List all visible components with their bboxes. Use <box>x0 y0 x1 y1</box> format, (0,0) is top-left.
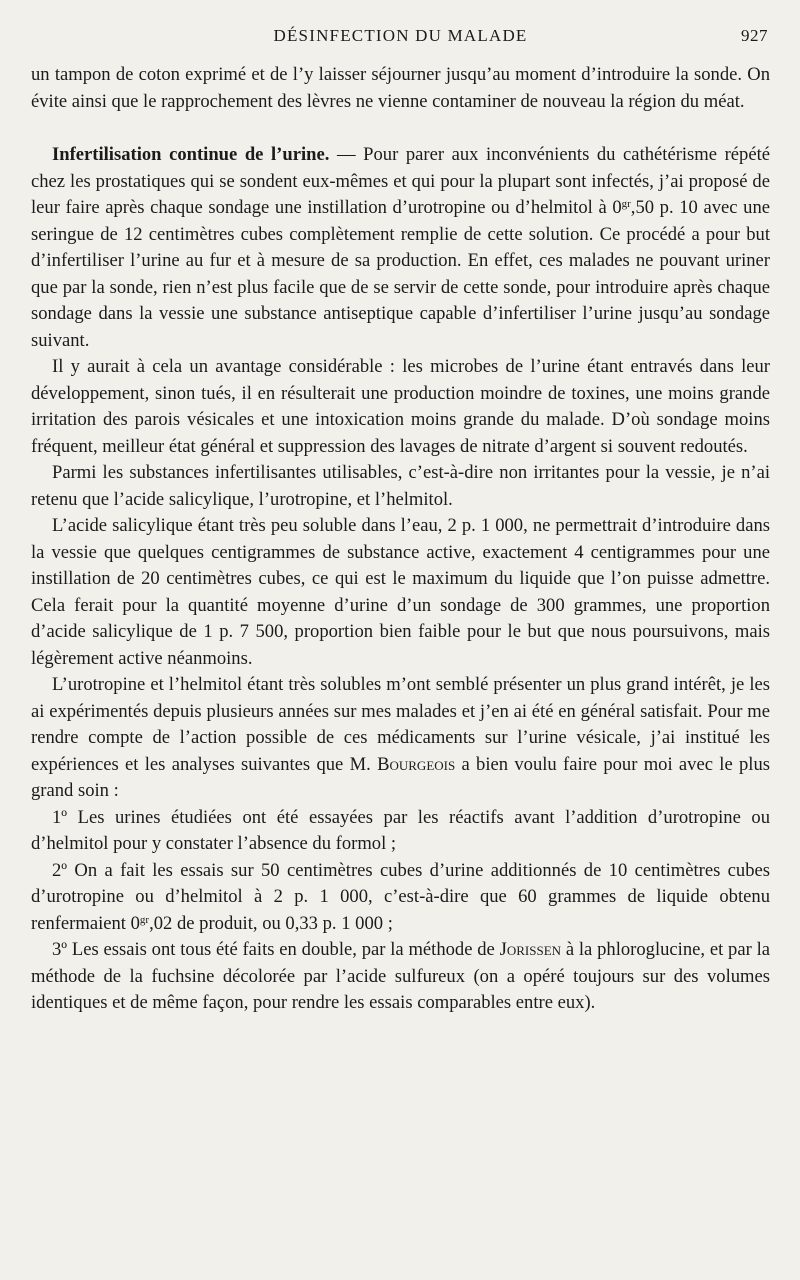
paragraph-text: ,02 de produit, ou 0,33 p. 1 000 ; <box>149 912 393 934</box>
list-item-1: 1º Les urines étudiées ont été essayées par les réactifs avant l’addition d’urotropine ou d’helmitol pour y constater l’absence du formol ; <box>31 806 770 854</box>
page-number: 927 <box>741 26 768 45</box>
paragraph-continuation: un tampon de coton exprimé et de l’y laisser séjourner jusqu’au moment d’introduire la sonde. On évite ainsi que le rapprochement des lèvres ne vienne contaminer de nouveau la région du méat. <box>31 64 770 112</box>
author-name: Jorissen <box>499 939 562 960</box>
paragraph-text: 2º On a fait les essais sur 50 centimètres cubes d’urine additionnés de 10 centimètres cubes d’urotropine ou d’helmitol à 2 p. 1 000, c’est-à-dire que 60 grammes de liquide obtenu renfermaient 0 <box>31 859 770 934</box>
author-name: Bourgeois <box>377 753 456 775</box>
paragraph-text: a bien voulu faire pour moi avec le plus grand soin : <box>31 753 770 801</box>
page-header <box>31 26 770 52</box>
paragraph-infertilisation <box>31 142 770 354</box>
paragraph-urotropine <box>31 672 770 805</box>
list-item-2 <box>31 858 770 938</box>
section-title: Infertilisation continue de l’urine. <box>52 144 330 165</box>
paragraph-text: ,50 p. 10 avec une seringue de 12 centimètres cubes complètement remplie de cette solution. Ce procédé a pour but d’infertiliser l’urine au fur et à mesure de sa production. En effet, ces malades ne pouvant uriner que par la sonde, rien n’est plus facile que de se servir de cette sonde, pour introduire après chaque sondage dans la vessie une substance antiseptique capable d’infertiliser l’urine jusqu’au sondage suivant. <box>31 197 770 351</box>
unit-superscript: gr <box>139 913 150 926</box>
paragraph-text: — Pour parer aux inconvénients du cathétérisme répété chez les prostatiques qui se sondent eux-mêmes et qui pour la plupart sont infectés, j’ai proposé de leur faire après chaque sondage une instillation d’urotropine ou d’helmitol à 0 <box>31 144 770 218</box>
running-title: DÉSINFECTION DU MALADE <box>273 26 528 45</box>
paragraph-acide-salicylique: L’acide salicylique étant très peu soluble dans l’eau, 2 p. 1 000, ne permettrait d’introduire dans la vessie que quelques centigrammes de substance active, exactement 4 centigrammes pour une instillation de 20 centimètres cubes, ce qui est le maximum du liquide que l’on puisse admettre. Cela ferait pour la quantité moyenne d’urine d’un sondage de 300 grammes, une proportion d’acide salicylique de 1 p. 7 500, proportion bien faible pour le but que nous poursuivons, mais légèrement active néanmoins. <box>31 515 770 669</box>
body-text <box>31 62 770 1017</box>
paragraph-text: 3º Les essais ont tous été faits en double, par la méthode de <box>52 939 500 960</box>
paragraph-substances: Parmi les substances infertilisantes utilisables, c’est-à-dire non irritantes pour la vessie, je n’ai retenu que l’acide salicylique, l’urotropine, et l’helmitol. <box>31 462 770 510</box>
paragraph-text: à la phloroglucine, et par la méthode de la fuchsine décolorée par l’acide sulfureux (on a opéré toujours sur des volumes identiques et de même façon, pour rendre les essais comparables entre eux). <box>31 939 770 1013</box>
paragraph-text: L’urotropine et l’helmitol étant très solubles m’ont semblé présenter un plus grand intérêt, je les ai expérimentés depuis plusieurs années sur mes malades et j’en ai été en général satisfait. Pour me rendre compte de l’action possible de ces médicaments sur l’urine vésicale, j’ai institué les expériences et les analyses suivantes que M. <box>31 674 770 775</box>
paragraph-avantage: Il y aurait à cela un avantage considérable : les microbes de l’urine étant entravés dans leur développement, sinon tués, il en résulterait une production moindre de toxines, une moins grande irritation des parois vésicales et une intoxication moins grande du malade. D’où sondage moins fréquent, meilleur état général et suppression des lavages de nitrate d’argent si souvent redoutés. <box>31 356 770 457</box>
unit-superscript: gr <box>621 198 631 210</box>
list-item-3 <box>31 937 770 1017</box>
